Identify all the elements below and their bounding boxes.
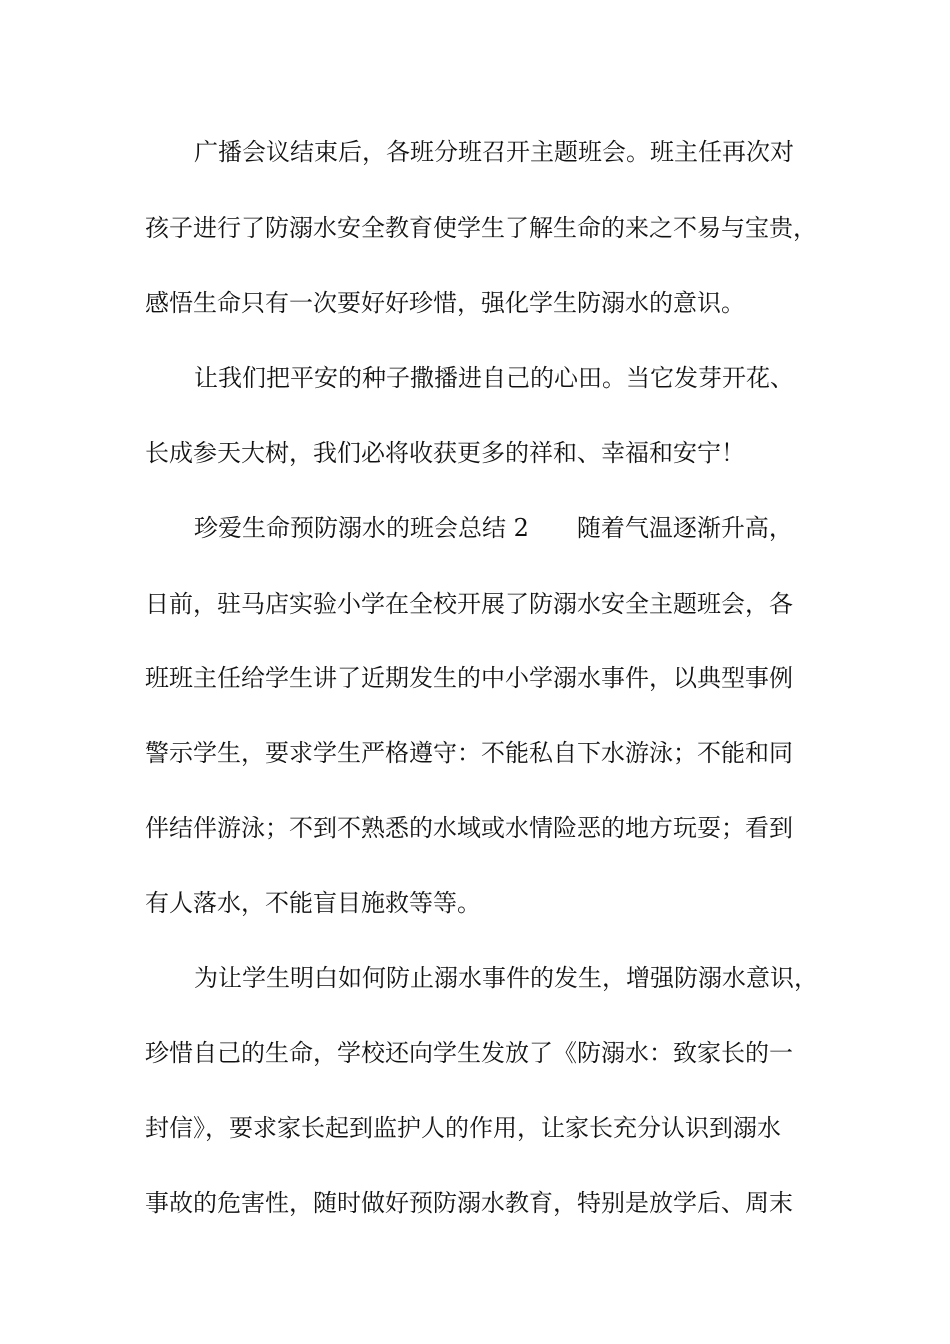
text-line: 封信》，要求家长起到监护人的作用，让家长充分认识到溺水 [145,1114,781,1142]
text-line: 广播会议结束后，各班分班召开主题班会。班主任再次对 [194,138,794,166]
text-line: 有人落水，不能盲目施救等等。 [145,889,481,917]
text-line: 珍爱生命预防溺水的班会总结 2 随着气温逐渐升高， [194,514,793,542]
text-line: 日前，驻马店实验小学在全校开展了防溺水安全主题班会，各 [145,590,793,618]
text-line: 班班主任给学生讲了近期发生的中小学溺水事件，以典型事例 [145,664,793,692]
text-line: 警示学生，要求学生严格遵守：不能私自下水游泳；不能和同 [145,739,793,767]
text-line: 珍惜自己的生命，学校还向学生发放了《防溺水：致家长的一 [145,1039,793,1067]
text-line: 感悟生命只有一次要好好珍惜，强化学生防溺水的意识。 [145,289,745,317]
text-line: 孩子进行了防溺水安全教育使学生了解生命的来之不易与宝贵， [145,214,817,242]
text-line: 为让学生明白如何防止溺水事件的发生，增强防溺水意识， [194,964,818,992]
text-line: 事故的危害性，随时做好预防溺水教育，特别是放学后、周末 [145,1189,793,1217]
text-line: 伴结伴游泳；不到不熟悉的水域或水情险恶的地方玩耍；看到 [145,814,793,842]
text-line: 长成参天大树，我们必将收获更多的祥和、幸福和安宁！ [145,439,745,467]
text-line: 让我们把平安的种子撒播进自己的心田。当它发芽开花、 [194,364,794,392]
